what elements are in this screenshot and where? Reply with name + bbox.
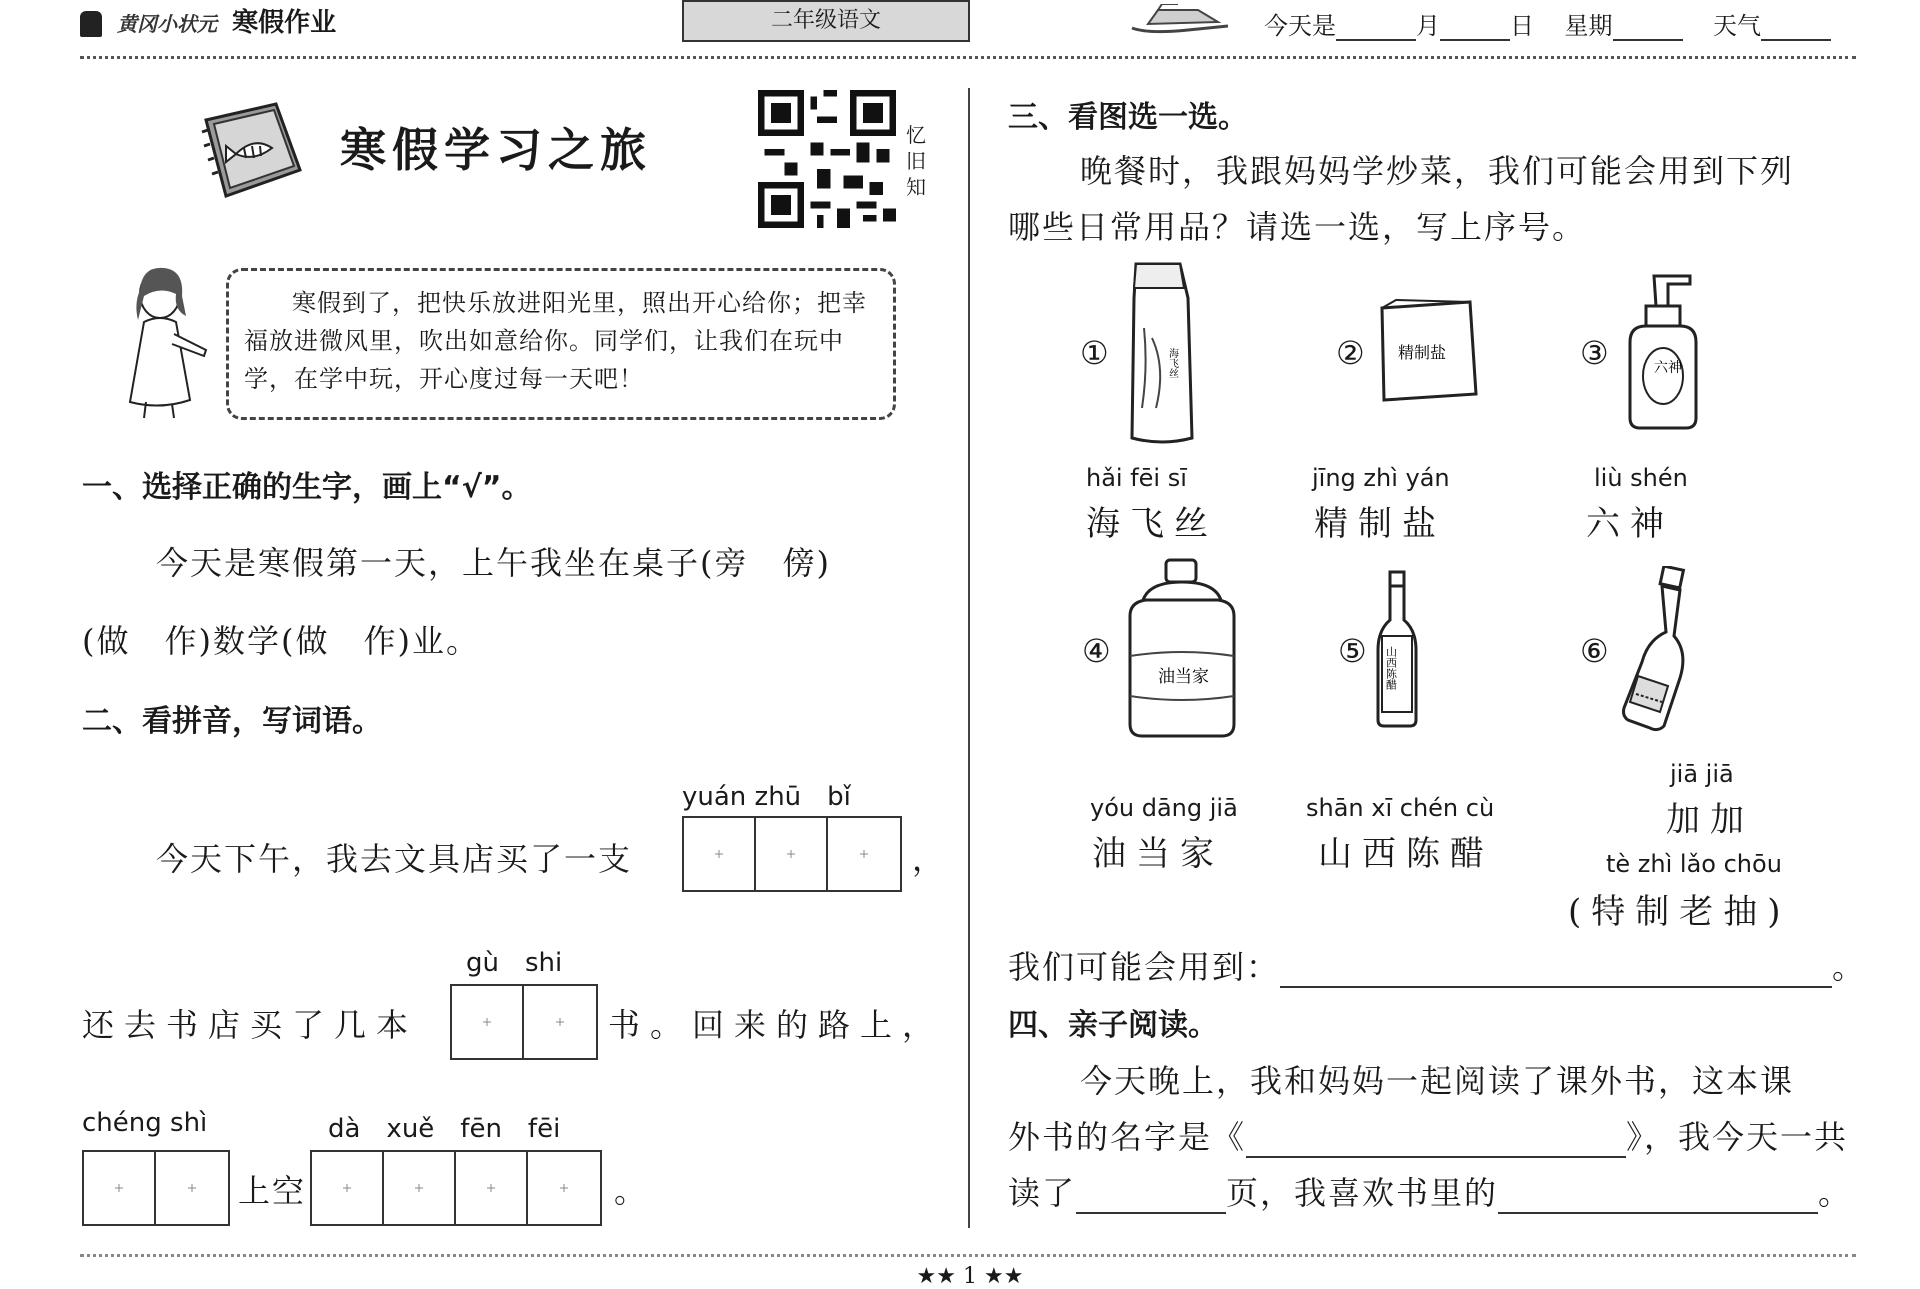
pages-label: 读了 <box>1008 1174 1077 1212</box>
book-fish-icon <box>196 100 306 200</box>
product-4-number: ④ <box>1082 632 1111 670</box>
page-title: 寒假学习之旅 <box>340 123 652 177</box>
product-6-name: (特制老抽) <box>1568 892 1791 932</box>
product-2-name: 精制盐 <box>1314 504 1446 544</box>
section4-line1: 今天晚上，我和妈妈一起阅读了课外书，这本课 <box>1080 1062 1795 1100</box>
teacher-figure-icon <box>110 260 220 420</box>
grid-cell[interactable] <box>524 986 596 1058</box>
star-icon: ★★ <box>984 1264 1024 1289</box>
section1-line2[interactable]: (做 作)数学(做 作)业。 <box>82 622 480 660</box>
grid-cell[interactable] <box>384 1152 456 1224</box>
vinegar-bottle-icon <box>1372 570 1422 730</box>
answer-label: 我们可能会用到： <box>1008 948 1281 986</box>
grid-cell[interactable] <box>156 1152 228 1224</box>
header-divider <box>80 56 1856 59</box>
product-4-name: 油当家 <box>1092 834 1224 874</box>
pages-blank[interactable] <box>1076 1178 1226 1214</box>
svg-text:精制盐: 精制盐 <box>1398 343 1447 362</box>
svg-text:六神: 六神 <box>1654 360 1682 376</box>
svg-text:油当家: 油当家 <box>1158 667 1209 687</box>
section3-answer-row <box>1008 942 1866 988</box>
section2-line2-after: 书。回来的路上， <box>608 1006 945 1044</box>
oil-jug-icon <box>1122 556 1242 740</box>
date-weather-row <box>1264 6 1831 41</box>
product-1-number: ① <box>1080 334 1109 372</box>
product-2-pinyin: jīng zhì yán <box>1312 464 1450 492</box>
page-number-value: 1 <box>963 1264 977 1289</box>
pinyin-yuanzhubi: yuán zhū bǐ <box>682 782 851 812</box>
pinyin-chengshi: chéng shì <box>82 1108 208 1138</box>
grid-cell[interactable] <box>756 818 828 890</box>
pinyin-gushi: gù shi <box>466 948 563 978</box>
grid-cell[interactable] <box>452 986 524 1058</box>
brand-title: 寒假作业 <box>232 8 337 38</box>
weekday-blank[interactable] <box>1613 17 1683 41</box>
shampoo-bottle-icon <box>1122 258 1200 448</box>
section2-line2-text: 还去书店买了几本 <box>82 1006 419 1044</box>
product-3-name: 六神 <box>1586 504 1674 544</box>
brand-script: 黄冈小状元 <box>117 12 218 36</box>
answer-blank[interactable] <box>1280 952 1832 988</box>
grid-cell[interactable] <box>312 1152 384 1224</box>
product-1-pinyin: hǎi fēi sī <box>1086 464 1187 492</box>
svg-text:山西陈醋: 山西陈醋 <box>1384 646 1398 690</box>
favorite-label: 页，我喜欢书里的 <box>1226 1174 1499 1212</box>
product-6-number: ⑥ <box>1580 632 1609 670</box>
product-6-brand-name: 加加 <box>1666 800 1754 840</box>
section2-heading: 二、看拼音，写词语。 <box>82 704 382 739</box>
book-name-after: 》，我今天一共 <box>1626 1118 1849 1156</box>
liushen-bottle-icon <box>1620 272 1704 432</box>
answer-grid-chengshi[interactable] <box>82 1150 230 1226</box>
answer-end: 。 <box>1832 948 1867 986</box>
grid-cell[interactable] <box>528 1152 600 1224</box>
favorite-end: 。 <box>1818 1174 1853 1212</box>
section3-line2: 哪些日常用品？请选一选，写上序号。 <box>1008 208 1587 246</box>
answer-grid-yuanzhubi[interactable] <box>682 816 902 892</box>
mascot-logo-icon <box>80 11 102 37</box>
book-name-blank[interactable] <box>1246 1122 1626 1158</box>
book-name-label: 外书的名字是《 <box>1008 1118 1247 1156</box>
section2-line3-end: 。 <box>614 1172 649 1210</box>
product-5-number: ⑤ <box>1338 632 1367 670</box>
star-icon: ★★ <box>916 1264 956 1289</box>
brand <box>80 2 336 39</box>
qr-code-icon[interactable] <box>758 90 896 228</box>
product-4-pinyin: yóu dāng jiā <box>1090 794 1238 822</box>
salt-bag-icon <box>1376 298 1480 404</box>
section2-line3-middle: 上空 <box>238 1172 307 1210</box>
product-5-name: 山西陈醋 <box>1318 834 1494 874</box>
section4-line2 <box>1008 1112 1848 1158</box>
answer-grid-daxuefenfei[interactable] <box>310 1150 602 1226</box>
favorite-blank[interactable] <box>1498 1178 1818 1214</box>
product-1-name: 海飞丝 <box>1086 504 1218 544</box>
product-6-brand-pinyin: jiā jiā <box>1670 760 1734 788</box>
sled-icon <box>1128 4 1238 36</box>
section4-heading: 四、亲子阅读。 <box>1008 1008 1218 1043</box>
section1-heading: 一、选择正确的生字，画上“√”。 <box>82 470 532 505</box>
intro-text: 寒假到了，把快乐放进阳光里，照出开心给你；把幸福放进微风里，吹出如意给你。同学们，让我们在玩中学，在学中玩，开心度过每一天吧！ <box>244 289 867 393</box>
weather-blank[interactable] <box>1761 17 1831 41</box>
product-3-pinyin: liù shén <box>1594 464 1688 492</box>
product-5-pinyin: shān xī chén cù <box>1306 794 1495 822</box>
product-2-number: ② <box>1336 334 1365 372</box>
page-number <box>880 1264 1060 1289</box>
section2-line1-text: 今天下午，我去文具店买了一支 <box>156 840 633 878</box>
pinyin-daxuefenfei: dà xuě fēn fēi <box>328 1114 561 1144</box>
month-blank[interactable] <box>1336 17 1416 41</box>
section2-line1-comma: ， <box>912 840 947 878</box>
column-divider <box>968 88 970 1228</box>
section4-line3 <box>1008 1168 1852 1214</box>
footer-divider <box>80 1254 1856 1257</box>
product-6-pinyin: tè zhì lǎo chōu <box>1606 850 1782 878</box>
day-blank[interactable] <box>1440 17 1510 41</box>
answer-grid-gushi[interactable] <box>450 984 598 1060</box>
grid-cell[interactable] <box>828 818 900 890</box>
section3-line1: 晚餐时，我跟妈妈学炒菜，我们可能会用到下列 <box>1080 152 1795 190</box>
weekday-label: 星期 <box>1564 12 1613 40</box>
day-label: 日 <box>1510 12 1534 40</box>
grid-cell[interactable] <box>84 1152 156 1224</box>
qr-label: 忆旧知 <box>906 123 926 199</box>
section3-heading: 三、看图选一选。 <box>1008 100 1248 135</box>
weather-label: 天气 <box>1713 12 1762 40</box>
grid-cell[interactable] <box>684 818 756 890</box>
product-3-number: ③ <box>1580 334 1609 372</box>
grade-subject-tab: 二年级语文 <box>682 0 970 42</box>
soy-sauce-bottle-icon <box>1618 566 1702 734</box>
grid-cell[interactable] <box>456 1152 528 1224</box>
svg-text:海飞丝: 海飞丝 <box>1166 348 1178 378</box>
section1-line1[interactable]: 今天是寒假第一天，上午我坐在桌子(旁 傍) <box>156 544 831 582</box>
month-label: 月 <box>1416 12 1440 40</box>
today-label: 今天是 <box>1264 12 1336 40</box>
